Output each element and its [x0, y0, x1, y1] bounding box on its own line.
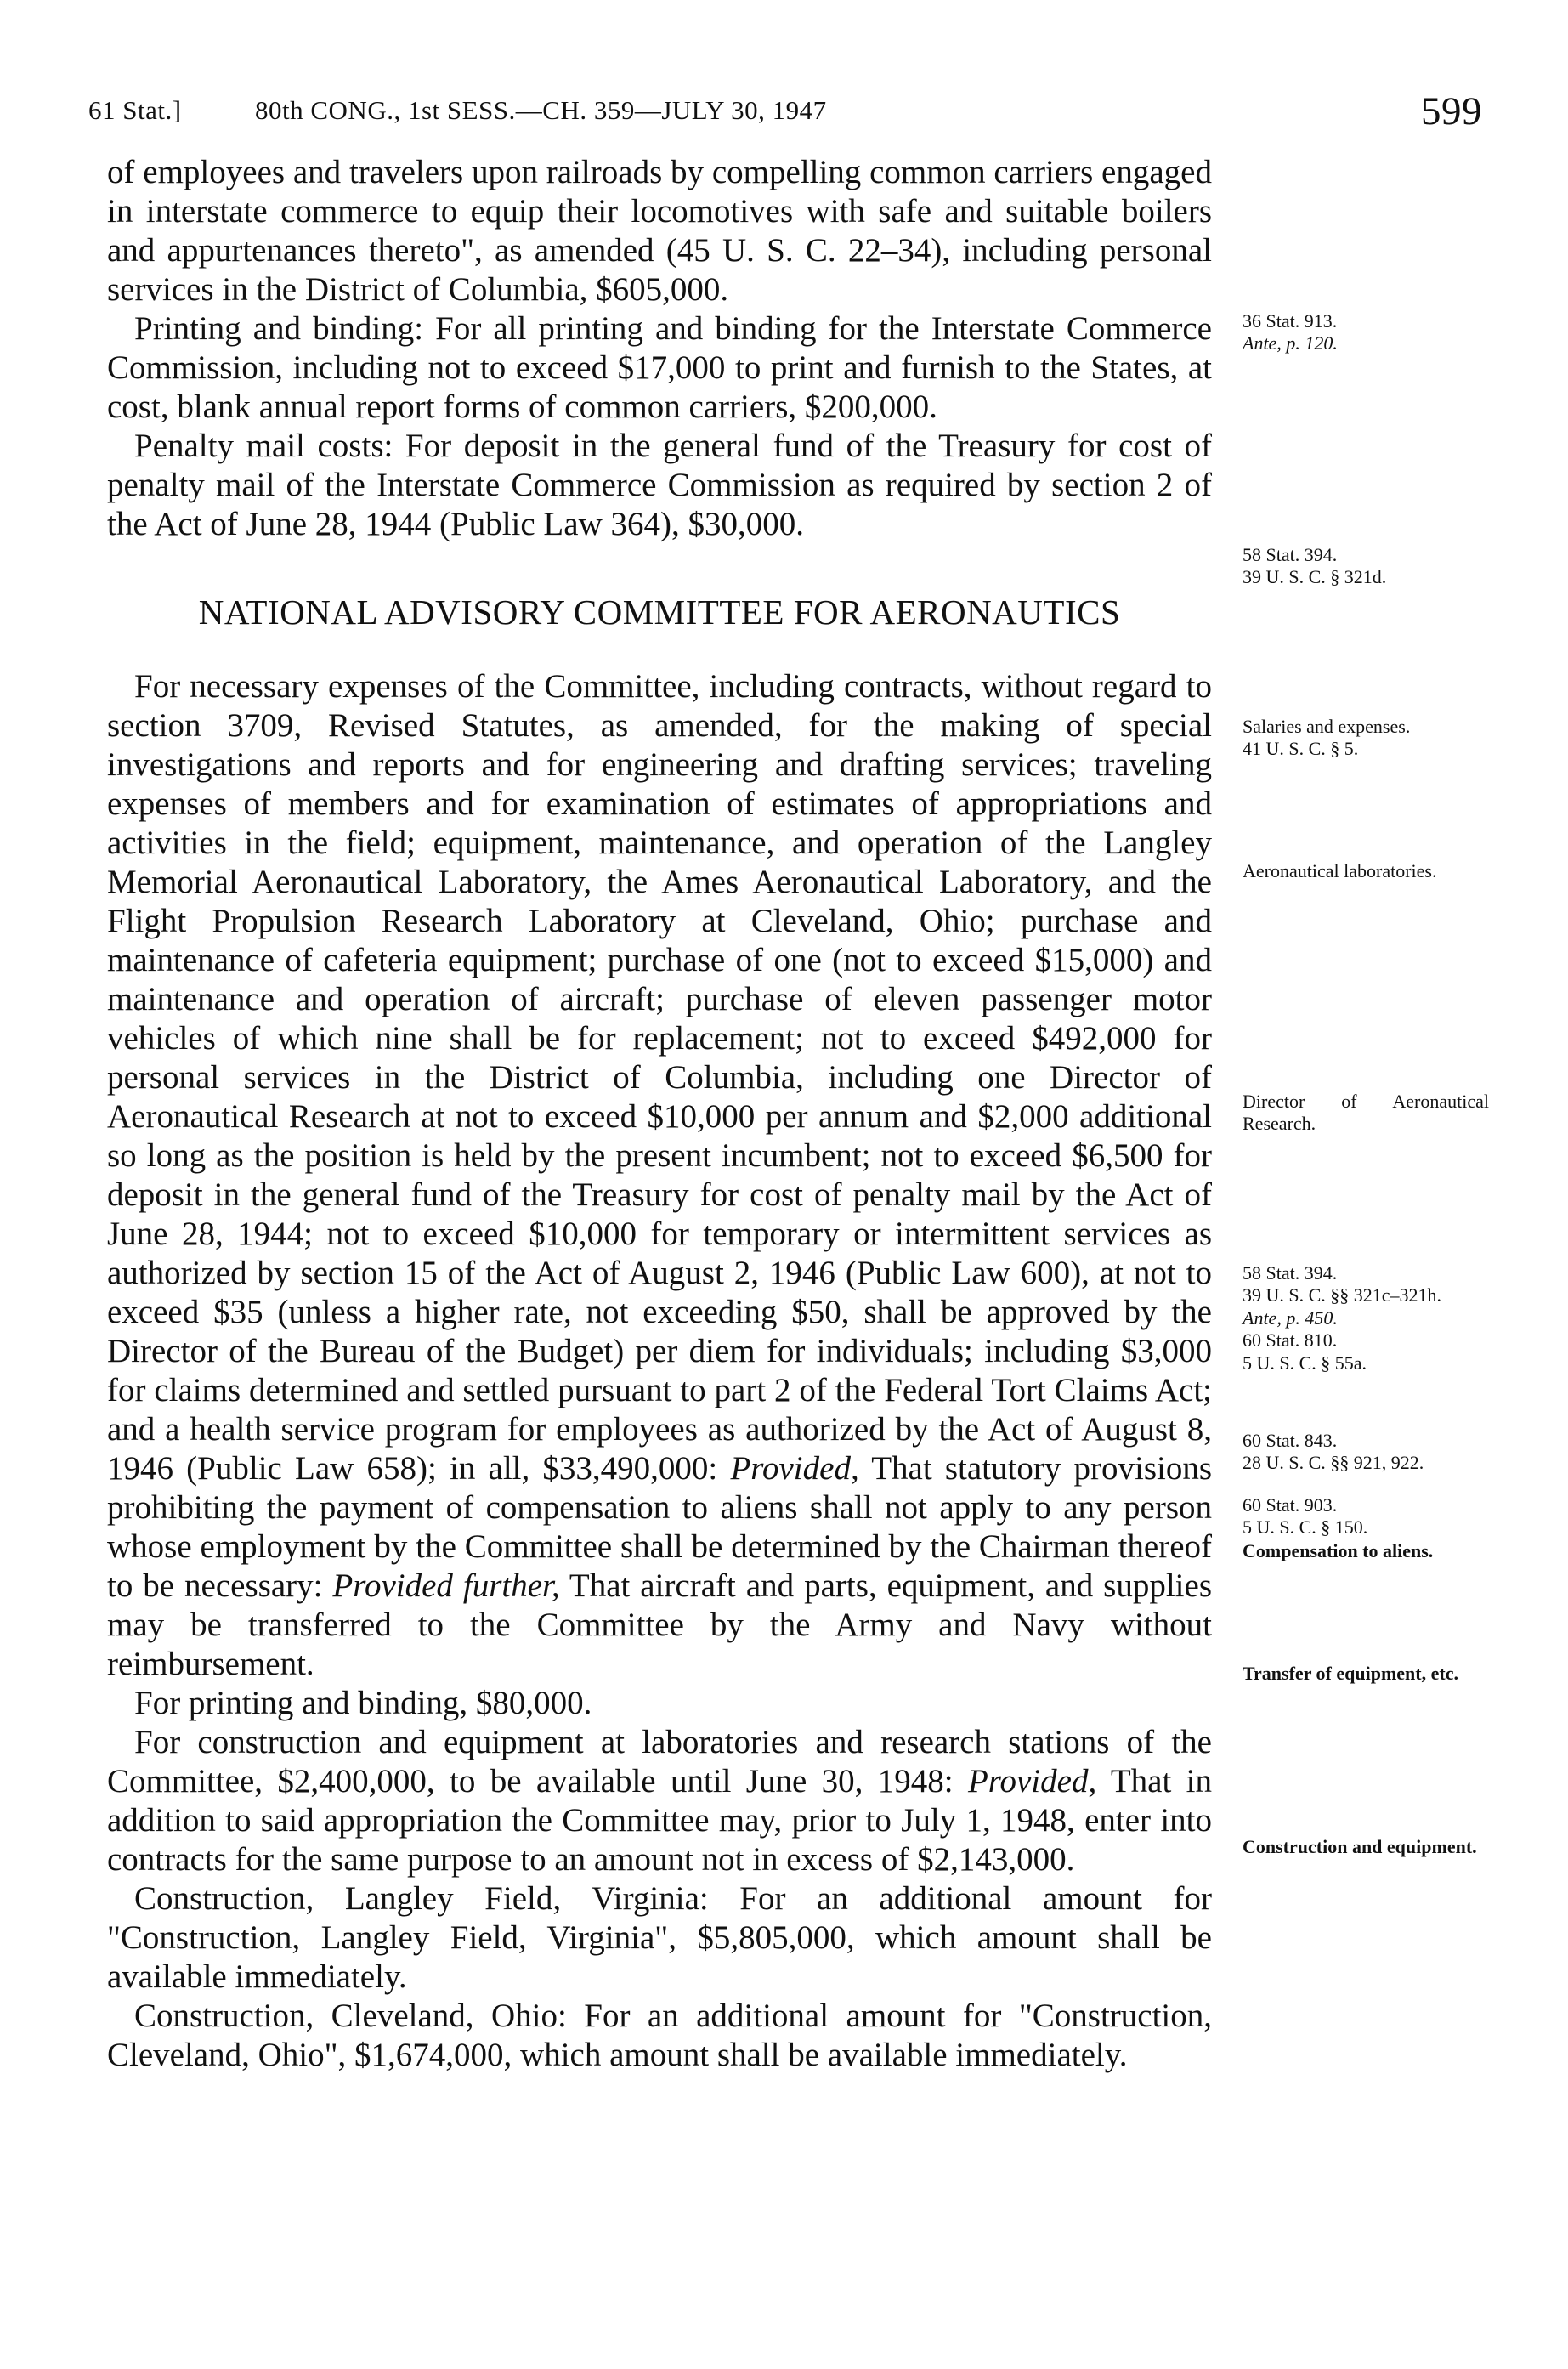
statute-volume: 61 Stat.] [88, 95, 182, 125]
construction-text: For construction and equipment at laboratories and research stations of the Committee, $2,400,000, to be available until June 30, 1948: [107, 1723, 1212, 1799]
paragraph-boiler-inspection: of employees and travelers upon railroads by compelling common carriers engaged in interstate commerce to equip their locomotives with safe and suitable boilers and appurtenances thereto", as amended (45 U. S. C. 22–34), including personal services in the District of Columbia, $605,000. [107, 154, 1212, 309]
paragraph-committee-expenses [107, 667, 1212, 1684]
margin-note-transfer-equipment: Transfer of equipment, etc. [1243, 1663, 1458, 1684]
committee-expenses-text: For necessary expenses of the Committee, including contracts, without regard to section 3709, Revised Statutes, as amended, for the making of special investigations and reports and for engineering and drafting services; traveling expenses of members and for examination of estimates of appropriations and activities in the field; equipment, maintenance, and operation of the Langley Memorial Aeronautical Laboratory, the Ames Aeronautical Laboratory, and the Flight Propulsion Research Laboratory at Cleveland, Ohio; purchase and maintenance of cafeteria equipment; purchase of one (not to exceed $15,000) and maintenance and operation of aircraft; purchase of eleven passenger motor vehicles of which nine shall be for replacement; not to exceed $492,000 for personal services in the District of Columbia, including one Director of Aeronautical Research at not to exceed $10,000 per annum and $2,000 additional so long as the position is held by the present incumbent; not to exceed $6,500 for deposit in the general fund of the Treasury for cost of penalty mail by the Act of June 28, 1944; not to exceed $10,000 for temporary or intermittent services as authorized by section 15 of the Act of August 2, 1946 (Public Law 600), at not to exceed $35 (unless a higher rate, not exceeding $50, shall be approved by the Director of the Bureau of the Budget) per diem for individuals; including $3,000 for claims determined and settled pursuant to part 2 of the Federal Tort Claims Act; and a health service program for employees as authorized by the Act of August 8, 1946 (Public Law 658); in all, $33,490,000: [107, 667, 1212, 1487]
paragraph-printing-binding-icc: Printing and binding: For all printing and binding for the Interstate Commerce Commission, including not to exceed $17,000 to print and furnish to the States, at cost, blank annual report forms of common carriers, $200,000. [107, 310, 1212, 426]
margin-note-health-service: 60 Stat. 903. 5 U. S. C. § 150. [1243, 1494, 1368, 1539]
construction-proviso-text: That in addition to said appropriation the Committee may, prior to July 1, 1948, enter into contracts for the same purpose to an amount not in excess of $2,143,000. [107, 1762, 1213, 1878]
margin-note-58-stat: 58 Stat. 394. 39 U. S. C. § 321d. [1243, 544, 1387, 588]
paragraph-construction-equipment [107, 1723, 1212, 1879]
paragraph-penalty-mail-costs: Penalty mail costs: For deposit in the general fund of the Treasury for cost of penalty mail of the Interstate Commerce Commission as required by section 2 of the Act of June 28, 1944 (Public Law 364), $30,000. [107, 428, 1212, 543]
margin-note-construction: Construction and equipment. [1243, 1836, 1477, 1857]
margin-note-aeronautical-labs: Aeronautical laboratories. [1243, 860, 1437, 881]
section-heading-naca: NATIONAL ADVISORY COMMITTEE FOR AERONAUTICS [198, 592, 1121, 632]
paragraph-cleveland-ohio: Construction, Cleveland, Ohio: For an additional amount for "Construction, Cleveland, Ohio", $1,674,000, which amount shall be available immediately. [107, 1998, 1212, 2074]
aliens-proviso-text: That statutory provisions prohibiting the payment of compensation to aliens shall not apply to any person whose employment by the Committee shall be determined by the Chairman thereof to be necessary: [107, 1449, 1213, 1604]
margin-note-director: Director of Aeronautical Research. [1243, 1091, 1489, 1135]
page-number: 599 [1421, 89, 1482, 133]
construction-provided: Provided, [967, 1762, 1097, 1799]
page-header [88, 88, 1482, 139]
provided-further-proviso: Provided further, [332, 1567, 560, 1604]
margin-note-tort-claims: 60 Stat. 843. 28 U. S. C. §§ 921, 922. [1243, 1430, 1424, 1474]
margin-note-36-stat: 36 Stat. 913. Ante, p. 120. [1243, 310, 1338, 354]
provided-proviso: Provided, [730, 1449, 859, 1487]
transfer-proviso-text: That aircraft and parts, equipment, and supplies may be transferred to the Committee by the Army and Navy without reimbursement. [107, 1567, 1212, 1682]
margin-note-salaries: Salaries and expenses. 41 U. S. C. § 5. [1243, 716, 1411, 760]
margin-note-penalty-mail-refs: 58 Stat. 394. 39 U. S. C. §§ 321c–321h. Ante, p. 450. 60 Stat. 810. 5 U. S. C. § 55a. [1243, 1262, 1442, 1374]
session-chapter-date: 80th CONG., 1st SESS.—CH. 359—JULY 30, 1947 [255, 95, 827, 125]
main-text [107, 153, 1212, 2075]
margin-note-compensation-aliens: Compensation to aliens. [1243, 1540, 1434, 1561]
paragraph-printing-binding-naca: For printing and binding, $80,000. [134, 1684, 592, 1721]
paragraph-langley-field: Construction, Langley Field, Virginia: For an additional amount for "Construction, Langley Field, Virginia", $5,805,000, which amount shall be available immediately. [107, 1880, 1212, 1996]
